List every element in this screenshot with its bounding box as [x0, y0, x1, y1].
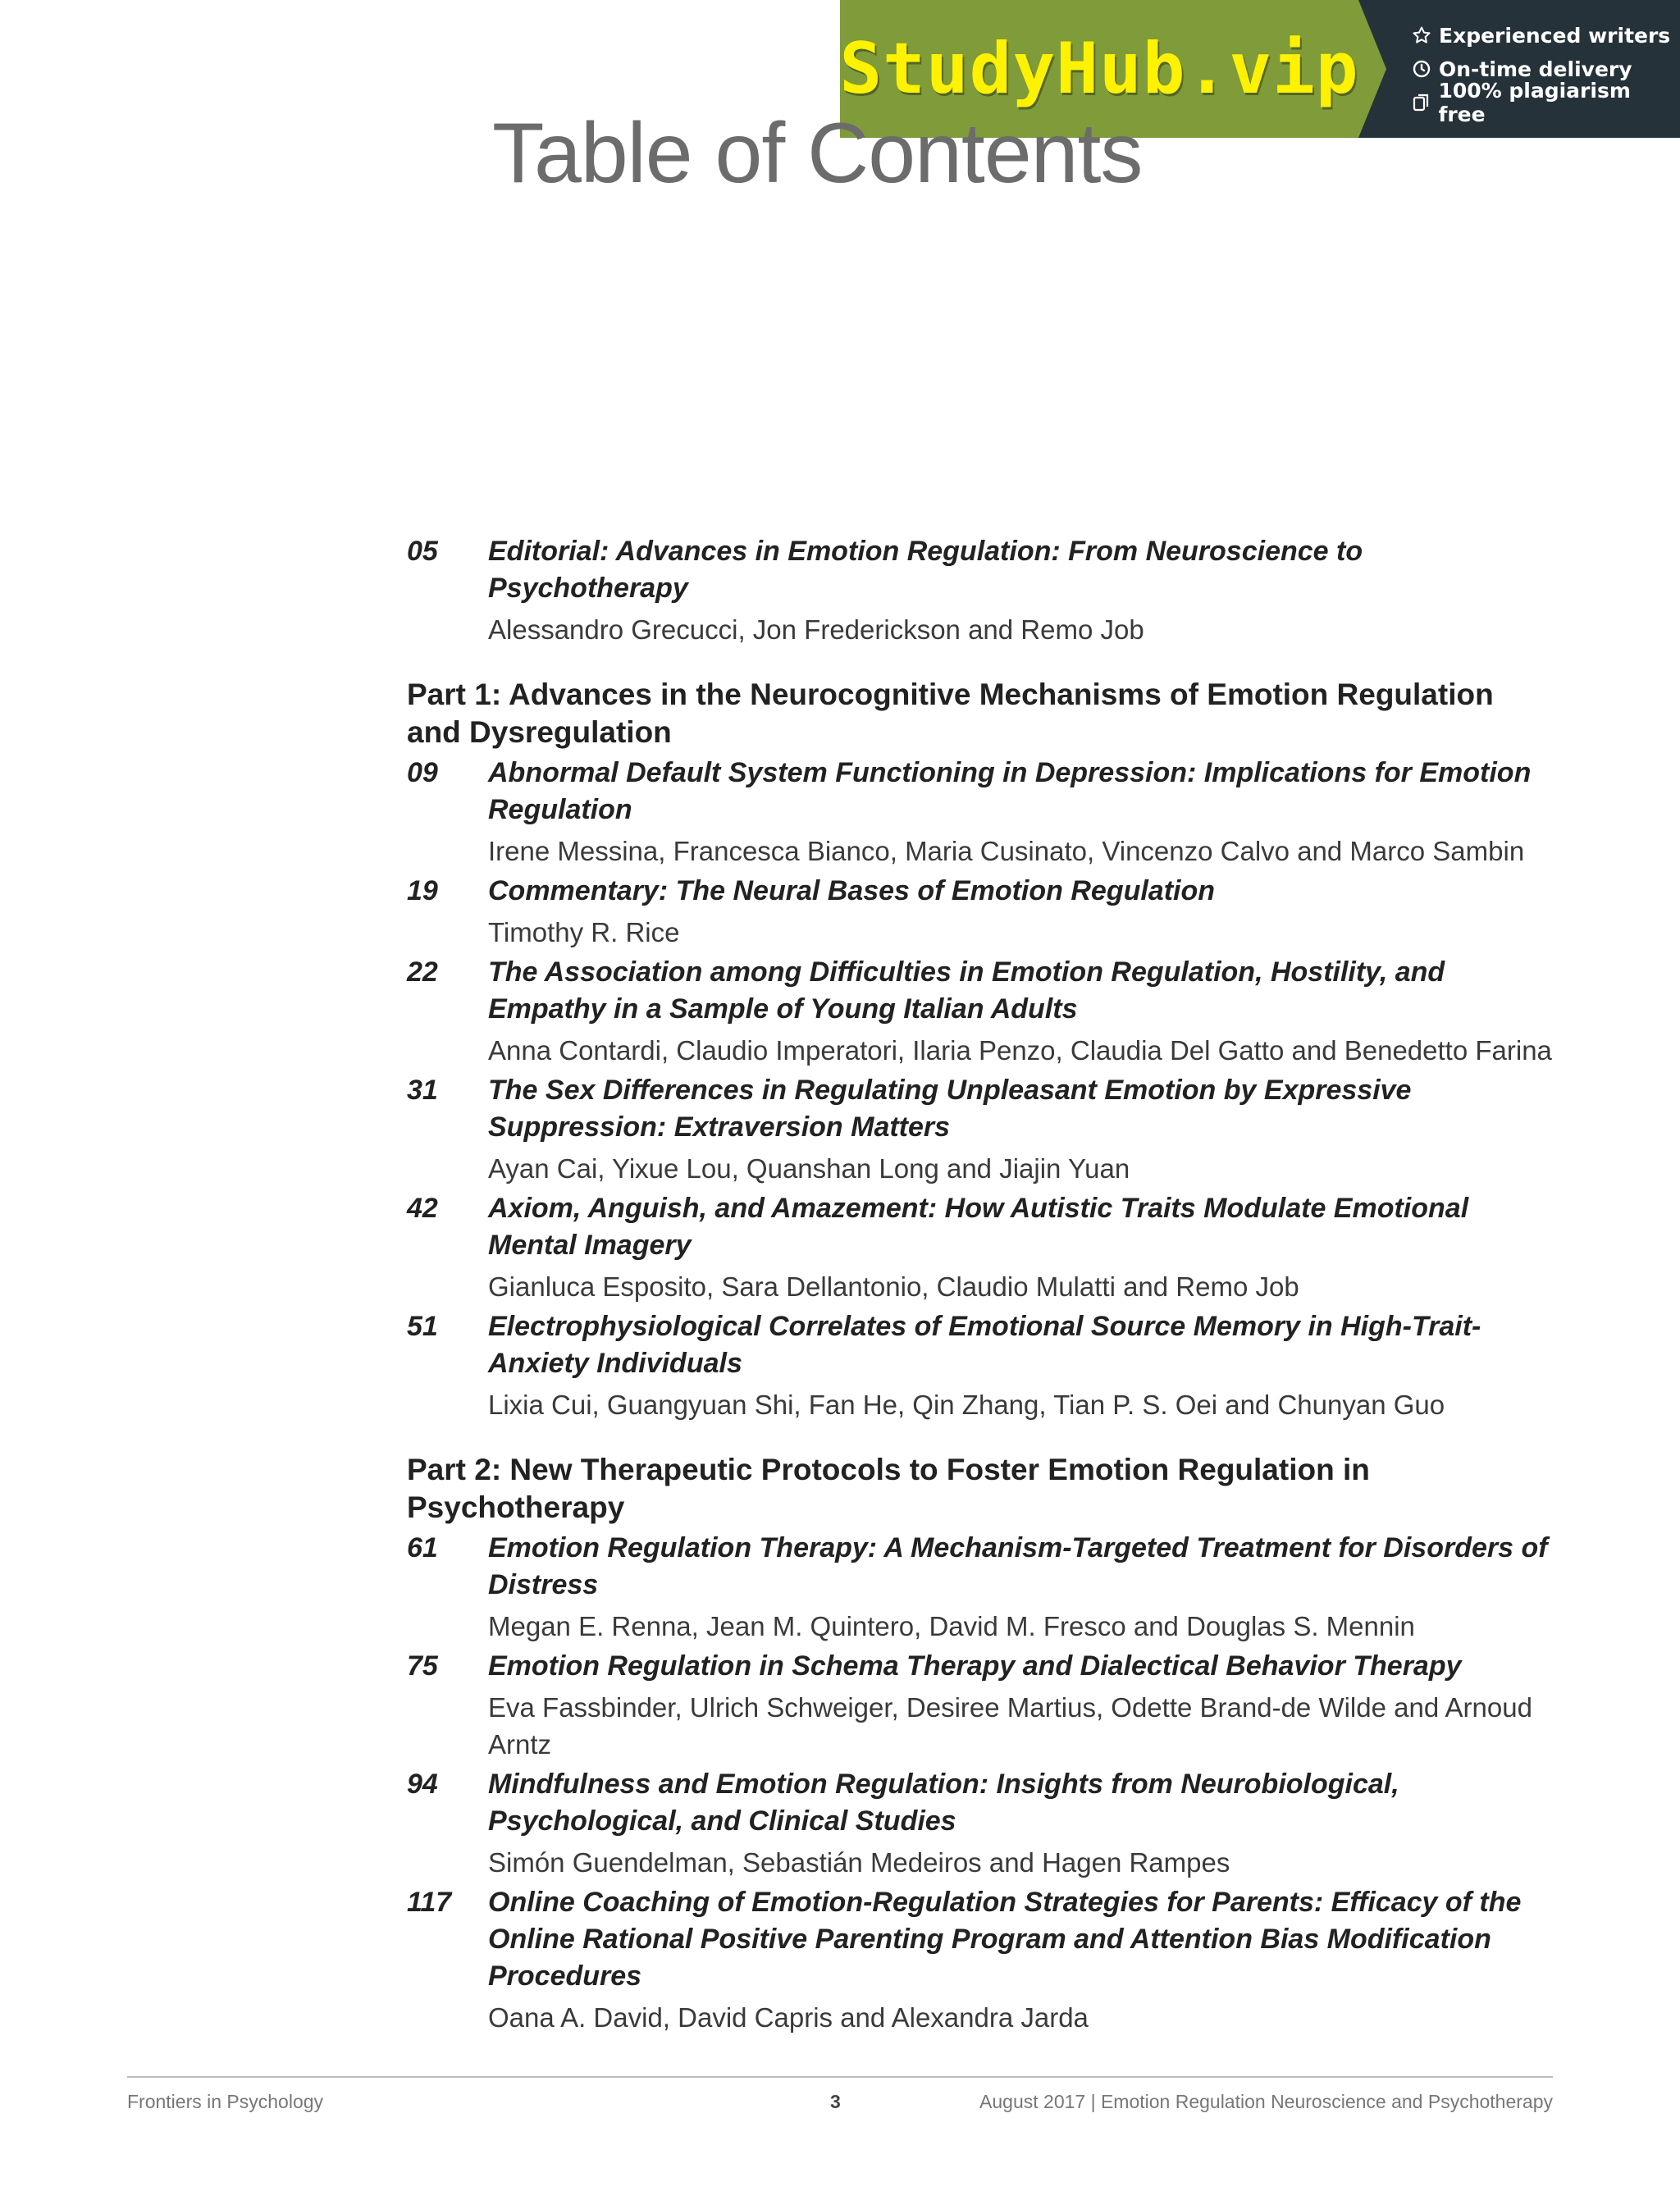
article-title[interactable]: The Association among Difficulties in Emotion Regulation, Hostility, and Empathy in a Sample of Young Italian Adults — [488, 956, 1445, 1025]
feature-list — [1358, 0, 1680, 138]
article-authors: Lixia Cui, Guangyuan Shi, Fan He, Qin Zhang, Tian P. S. Oei and Chunyan Guo — [488, 1390, 1445, 1420]
toc-entry[interactable] — [407, 1190, 1555, 1305]
article-authors: Alessandro Grecucci, Jon Frederickson and Remo Job — [488, 614, 1144, 645]
page-number: 05 — [407, 536, 438, 567]
star-icon — [1409, 25, 1434, 45]
article-title[interactable]: Mindfulness and Emotion Regulation: Insights from Neurobiological, Psychological, and Clinical Studies — [488, 1769, 1399, 1837]
feature-label: On-time delivery — [1439, 57, 1632, 81]
part-heading: Part 1: Advances in the Neurocognitive Mechanisms of Emotion Regulation and Dysregulation — [407, 678, 1494, 749]
page-title: Table of Contents — [492, 106, 1143, 201]
brand-name: StudyHub.vip — [839, 28, 1359, 110]
article-authors: Simón Guendelman, Sebastián Medeiros and Hagen Rampes — [488, 1847, 1230, 1878]
page-number: 22 — [407, 956, 438, 988]
part-1-entries — [407, 755, 1555, 1423]
article-authors: Oana A. David, David Capris and Alexandra Jarda — [488, 2002, 1089, 2033]
toc-entry[interactable] — [407, 873, 1555, 951]
toc-entry[interactable] — [407, 954, 1555, 1069]
article-title[interactable]: Commentary: The Neural Bases of Emotion Regulation — [488, 875, 1216, 906]
page-number: 42 — [407, 1193, 438, 1224]
page-number: 31 — [407, 1075, 438, 1106]
article-authors: Eva Fassbinder, Ulrich Schweiger, Desiree Martius, Odette Brand-de Wilde and Arnoud Arntz — [488, 1692, 1532, 1760]
article-title[interactable]: The Sex Differences in Regulating Unpleasant Emotion by Expressive Suppression: Extraversion Matters — [488, 1075, 1412, 1143]
article-title[interactable]: Editorial: Advances in Emotion Regulation: From Neuroscience to Psychotherapy — [488, 536, 1363, 604]
feature-label: 100% plagiarism free — [1438, 79, 1631, 126]
page-number: 117 — [407, 1887, 452, 1918]
page-number: 94 — [407, 1769, 438, 1800]
footer-journal: Frontiers in Psychology — [127, 2091, 324, 2112]
part-heading: Part 2: New Therapeutic Protocols to Foster Emotion Regulation in Psychotherapy — [407, 1453, 1370, 1524]
page-number: 75 — [407, 1650, 438, 1682]
feature-item — [1409, 19, 1680, 52]
article-authors: Megan E. Renna, Jean M. Quintero, David M. Fresco and Douglas S. Mennin — [488, 1611, 1415, 1641]
article-title[interactable]: Emotion Regulation Therapy: A Mechanism-Targeted Treatment for Disorders of Distress — [488, 1532, 1548, 1600]
table-of-contents — [407, 533, 1555, 2039]
page-number: 61 — [407, 1532, 438, 1563]
feature-item — [1409, 79, 1680, 126]
part-2-entries — [407, 1530, 1555, 2036]
copy-icon — [1409, 93, 1433, 112]
footer-divider — [127, 2076, 1553, 2078]
toc-entry[interactable] — [407, 1530, 1555, 1645]
article-title[interactable]: Emotion Regulation in Schema Therapy and Dialectical Behavior Therapy — [488, 1650, 1462, 1682]
footer-page-number: 3 — [830, 2091, 841, 2112]
toc-entry[interactable] — [407, 755, 1555, 870]
page-number: 51 — [407, 1311, 438, 1342]
article-title[interactable]: Electrophysiological Correlates of Emotional Source Memory in High-Trait-Anxiety Individuals — [488, 1311, 1481, 1379]
article-title[interactable]: Online Coaching of Emotion-Regulation Strategies for Parents: Efficacy of the Online Rational Positive Parenting Program and Attention Bias Modification Procedures — [488, 1887, 1522, 1992]
clock-icon — [1409, 59, 1434, 79]
article-authors: Anna Contardi, Claudio Imperatori, Ilaria Penzo, Claudia Del Gatto and Benedetto Farina — [488, 1035, 1552, 1066]
toc-entry[interactable] — [407, 1308, 1555, 1423]
article-authors: Timothy R. Rice — [488, 917, 680, 947]
article-authors: Ayan Cai, Yixue Lou, Quanshan Long and Jiajin Yuan — [488, 1153, 1130, 1184]
article-title[interactable]: Abnormal Default System Functioning in Depression: Implications for Emotion Regulation — [488, 757, 1532, 825]
page-number: 09 — [407, 757, 438, 788]
page-number: 19 — [407, 875, 438, 906]
toc-entry[interactable] — [407, 1648, 1555, 1763]
article-title[interactable]: Axiom, Anguish, and Amazement: How Autistic Traits Modulate Emotional Mental Imagery — [488, 1193, 1469, 1261]
footer-issue-info: August 2017 | Emotion Regulation Neuroscience and Psychotherapy — [979, 2091, 1553, 2112]
toc-entry[interactable] — [407, 1072, 1555, 1187]
toc-entry[interactable] — [407, 1884, 1555, 2036]
toc-entry[interactable] — [407, 533, 1555, 648]
article-authors: Gianluca Esposito, Sara Dellantonio, Claudio Mulatti and Remo Job — [488, 1271, 1299, 1302]
article-authors: Irene Messina, Francesca Bianco, Maria Cusinato, Vincenzo Calvo and Marco Sambin — [488, 836, 1525, 866]
toc-entry[interactable] — [407, 1766, 1555, 1881]
feature-label: Experienced writers — [1439, 23, 1671, 48]
